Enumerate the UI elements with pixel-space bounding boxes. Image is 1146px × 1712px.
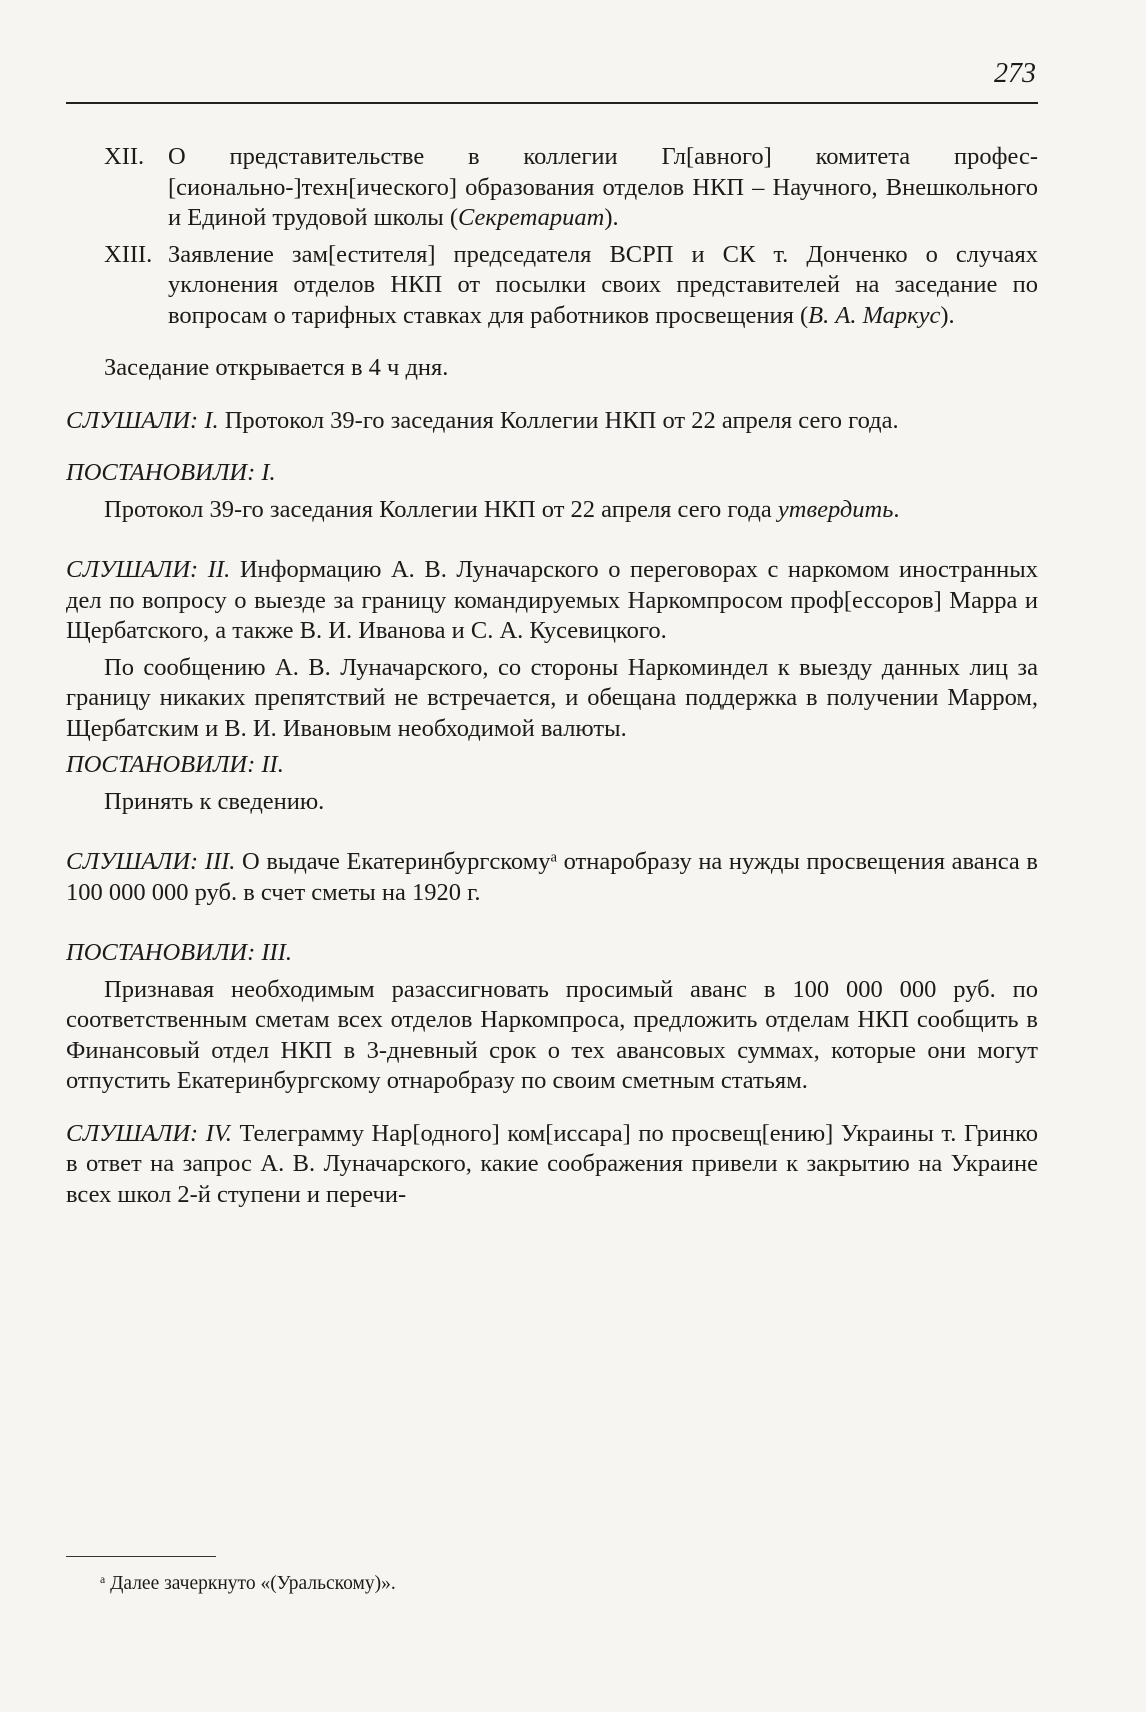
footnote-marker: а — [550, 849, 557, 866]
heard-label: СЛУШАЛИ: III. — [66, 848, 236, 875]
agenda-item-xii — [66, 142, 1038, 234]
footnote — [100, 1572, 396, 1596]
agenda-text: О представительстве в коллегии Гл[авного] комитета профес[сионально-]техн[ического] образования отделов НКП – Научного, Внешкольного и Единой трудовой школы (Секретариат). — [168, 143, 1038, 231]
footnote-text: Далее зачеркнуто «(Уральскому)». — [110, 1573, 396, 1594]
agenda-text: Заявление зам[естителя] председателя ВСРП и СК т. Донченко о случаях уклонения отделов НКП от посылки своих представителей на заседание по вопросам о тарифных ставках для работников просвещения (В. А. Маркус). — [168, 240, 1038, 329]
opening-statement: Заседание открывается в 4 ч дня. — [104, 354, 449, 381]
agenda-item-xiii — [66, 240, 1038, 332]
heard-2-continuation: По сообщению А. В. Луначарского, со стороны Наркоминдел к выезду данных лиц за границу никаких препятствий не встречается, и обещана поддержка в получении Марром, Щербатским и В. И. Ивановым необходимой валюты. — [66, 653, 1038, 742]
resolved-3-text: Признавая необходимым разассигновать просимый аванс в 100 000 000 руб. по соответственным сметам всех отделов Наркомпроса, предложить отделам НКП сообщить в Финансовый отдел НКП в 3-дневный срок о тех авансовых суммах, которые они могут отпустить Екатеринбургскому отнаробразу по своим сметным статьям. — [66, 975, 1038, 1094]
resolved-1-label: ПОСТАНОВИЛИ: I. — [66, 459, 276, 486]
agenda-speaker: Секретариат — [458, 204, 605, 231]
footnote-mark: а — [100, 1573, 106, 1587]
resolved-3-label: ПОСТАНОВИЛИ: III. — [66, 939, 292, 966]
heard-4: СЛУШАЛИ: IV. Телеграмму Нар[одного] ком[иссара] по просвещ[ению] Украины т. Гринко в ответ на запрос А. В. Луначарского, какие соображения привели к закрытию на Украине всех школ 2-й ступени и перечи- — [66, 1119, 1039, 1208]
resolved-1-text: Протокол 39-го заседания Коллегии НКП от 22 апреля сего года утвердить. — [104, 495, 900, 523]
agenda-speaker: В. А. Маркус — [808, 301, 941, 329]
heard-3: СЛУШАЛИ: III. О выдаче Екатеринбургскому$^а$ отнаробразу на нужды просвещения аванса в 100 000 000 руб. в счет сметы на 1920 г. — [66, 848, 1038, 906]
heard-label: СЛУШАЛИ: IV. — [66, 1119, 232, 1147]
resolved-2-label: ПОСТАНОВИЛИ: II. — [66, 751, 284, 778]
heard-label: СЛУШАЛИ: II. — [66, 556, 231, 583]
resolved-2-text: Принять к сведению. — [104, 787, 325, 815]
heard-label: СЛУШАЛИ: I. — [66, 406, 219, 434]
page-number: 273 — [994, 58, 1036, 89]
heard-2: СЛУШАЛИ: II. Информацию А. В. Луначарского о переговорах с наркомом иностранных дел по вопросу о выезде за границу командируемых Наркомпросом проф[ессоров] Марра и Щербатского, а также В. И. Иванова и С. А. Кусевицкого. — [66, 556, 1038, 644]
heard-1: СЛУШАЛИ: I. Протокол 39-го заседания Коллегии НКП от 22 апреля сего года. — [66, 406, 899, 434]
agenda-number: XIII. — [104, 240, 153, 268]
page-header — [66, 56, 1038, 104]
page-body — [66, 142, 1038, 1210]
agenda-number: XII. — [104, 143, 145, 170]
footnote-divider — [66, 1556, 216, 1557]
